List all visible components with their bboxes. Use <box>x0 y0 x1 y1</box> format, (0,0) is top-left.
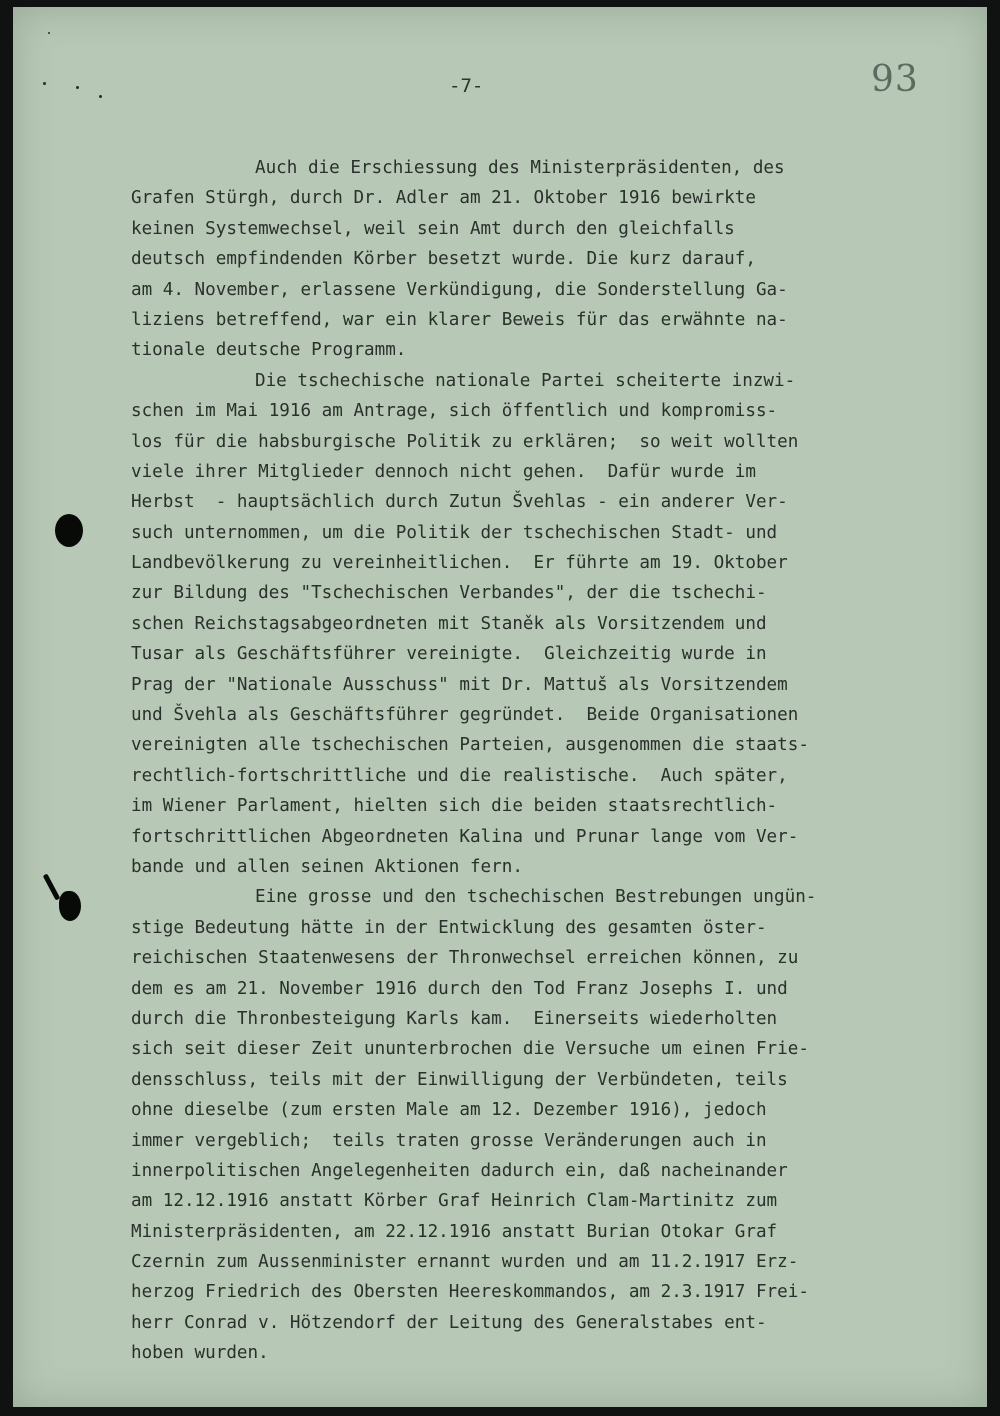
text-line: am 4. November, erlassene Verkündigung, die Sonderstellung Ga- <box>131 279 788 300</box>
punch-hole-icon <box>55 514 83 547</box>
ink-stroke-icon <box>43 873 61 900</box>
text-line: Grafen Stürgh, durch Dr. Adler am 21. Oktober 1916 bewirkte <box>131 188 756 209</box>
text-line: such unternommen, um die Politik der tschechischen Stadt- und <box>131 522 778 543</box>
speck-mark <box>99 95 102 98</box>
text-line: Czernin zum Aussenminister ernannt wurden und am 11.2.1917 Erz- <box>131 1252 799 1273</box>
page-number: -7- <box>449 75 484 97</box>
text-line: durch die Thronbesteigung Karls kam. Einerseits wiederholten <box>131 1008 778 1029</box>
text-line: stige Bedeutung hätte in der Entwicklung des gesamten öster- <box>131 917 767 938</box>
text-line: innerpolitischen Angelegenheiten dadurch ein, daß nacheinander <box>131 1160 788 1181</box>
text-line: deutsch empfindenden Körber besetzt wurde. Die kurz darauf, <box>131 249 756 270</box>
text-line: im Wiener Parlament, hielten sich die beiden staatsrechtlich- <box>131 796 778 817</box>
text-line: Prag der "Nationale Ausschuss" mit Dr. Mattuš als Vorsitzendem <box>131 674 788 695</box>
speck-mark <box>43 82 46 85</box>
text-line: densschluss, teils mit der Einwilligung der Verbündeten, teils <box>131 1069 788 1090</box>
folio-number: 93 <box>871 59 919 100</box>
text-line: fortschrittlichen Abgeordneten Kalina und Prunar lange vom Ver- <box>131 826 799 847</box>
text-line: Landbevölkerung zu vereinheitlichen. Er führte am 19. Oktober <box>131 553 788 574</box>
text-line: immer vergeblich; teils traten grosse Veränderungen auch in <box>131 1130 767 1151</box>
text-line: liziens betreffend, war ein klarer Beweis für das erwähnte na- <box>131 309 788 330</box>
text-line: viele ihrer Mitglieder dennoch nicht gehen. Dafür wurde im <box>131 461 756 482</box>
text-line: und Švehla als Geschäftsführer gegründet. Beide Organisationen <box>131 705 799 726</box>
text-line: am 12.12.1916 anstatt Körber Graf Heinrich Clam-Martinitz zum <box>131 1191 778 1212</box>
text-line: los für die habsburgische Politik zu erklären; so weit wollten <box>131 431 799 452</box>
text-line: Herbst - hauptsächlich durch Zutun Švehlas - ein anderer Ver- <box>131 492 788 513</box>
text-line: rechtlich-fortschrittliche und die realistische. Auch später, <box>131 765 788 786</box>
text-line: schen Reichstagsabgeordneten mit Staněk als Vorsitzendem und <box>131 613 767 634</box>
text-line: schen im Mai 1916 am Antrage, sich öffentlich und kompromiss- <box>131 401 778 422</box>
text-line: reichischen Staatenwesens der Thronwechsel erreichen können, zu <box>131 948 799 969</box>
body-text <box>131 153 931 1369</box>
text-line: Auch die Erschiessung des Ministerpräsidenten, des <box>255 158 785 178</box>
text-line: Tusar als Geschäftsführer vereinigte. Gleichzeitig wurde in <box>131 644 767 665</box>
text-line: sich seit dieser Zeit ununterbrochen die Versuche um einen Frie- <box>131 1039 809 1060</box>
text-line: Die tschechische nationale Partei scheiterte inzwi- <box>255 370 796 391</box>
text-line: hoben wurden. <box>131 1343 269 1364</box>
text-line: Eine grosse und den tschechischen Bestrebungen ungün- <box>255 887 817 908</box>
speck-mark <box>76 86 79 89</box>
speck-mark <box>48 32 50 34</box>
text-line: tionale deutsche Programm. <box>131 340 407 361</box>
punch-hole-torn-icon <box>59 891 81 921</box>
text-line: Ministerpräsidenten, am 22.12.1916 anstatt Burian Otokar Graf <box>131 1221 778 1242</box>
text-line: keinen Systemwechsel, weil sein Amt durch den gleichfalls <box>131 218 735 239</box>
document-page <box>13 7 987 1407</box>
text-line: zur Bildung des "Tschechischen Verbandes", der die tschechi- <box>131 583 767 604</box>
text-line: vereinigten alle tschechischen Parteien, ausgenommen die staats- <box>131 735 809 756</box>
text-line: herr Conrad v. Hötzendorf der Leitung des Generalstabes ent- <box>131 1312 767 1333</box>
text-line: ohne dieselbe (zum ersten Male am 12. Dezember 1916), jedoch <box>131 1100 767 1121</box>
text-line: dem es am 21. November 1916 durch den Tod Franz Josephs I. und <box>131 978 788 999</box>
text-line: herzog Friedrich des Obersten Heereskommandos, am 2.3.1917 Frei- <box>131 1282 809 1303</box>
text-line: bande und allen seinen Aktionen fern. <box>131 856 523 877</box>
